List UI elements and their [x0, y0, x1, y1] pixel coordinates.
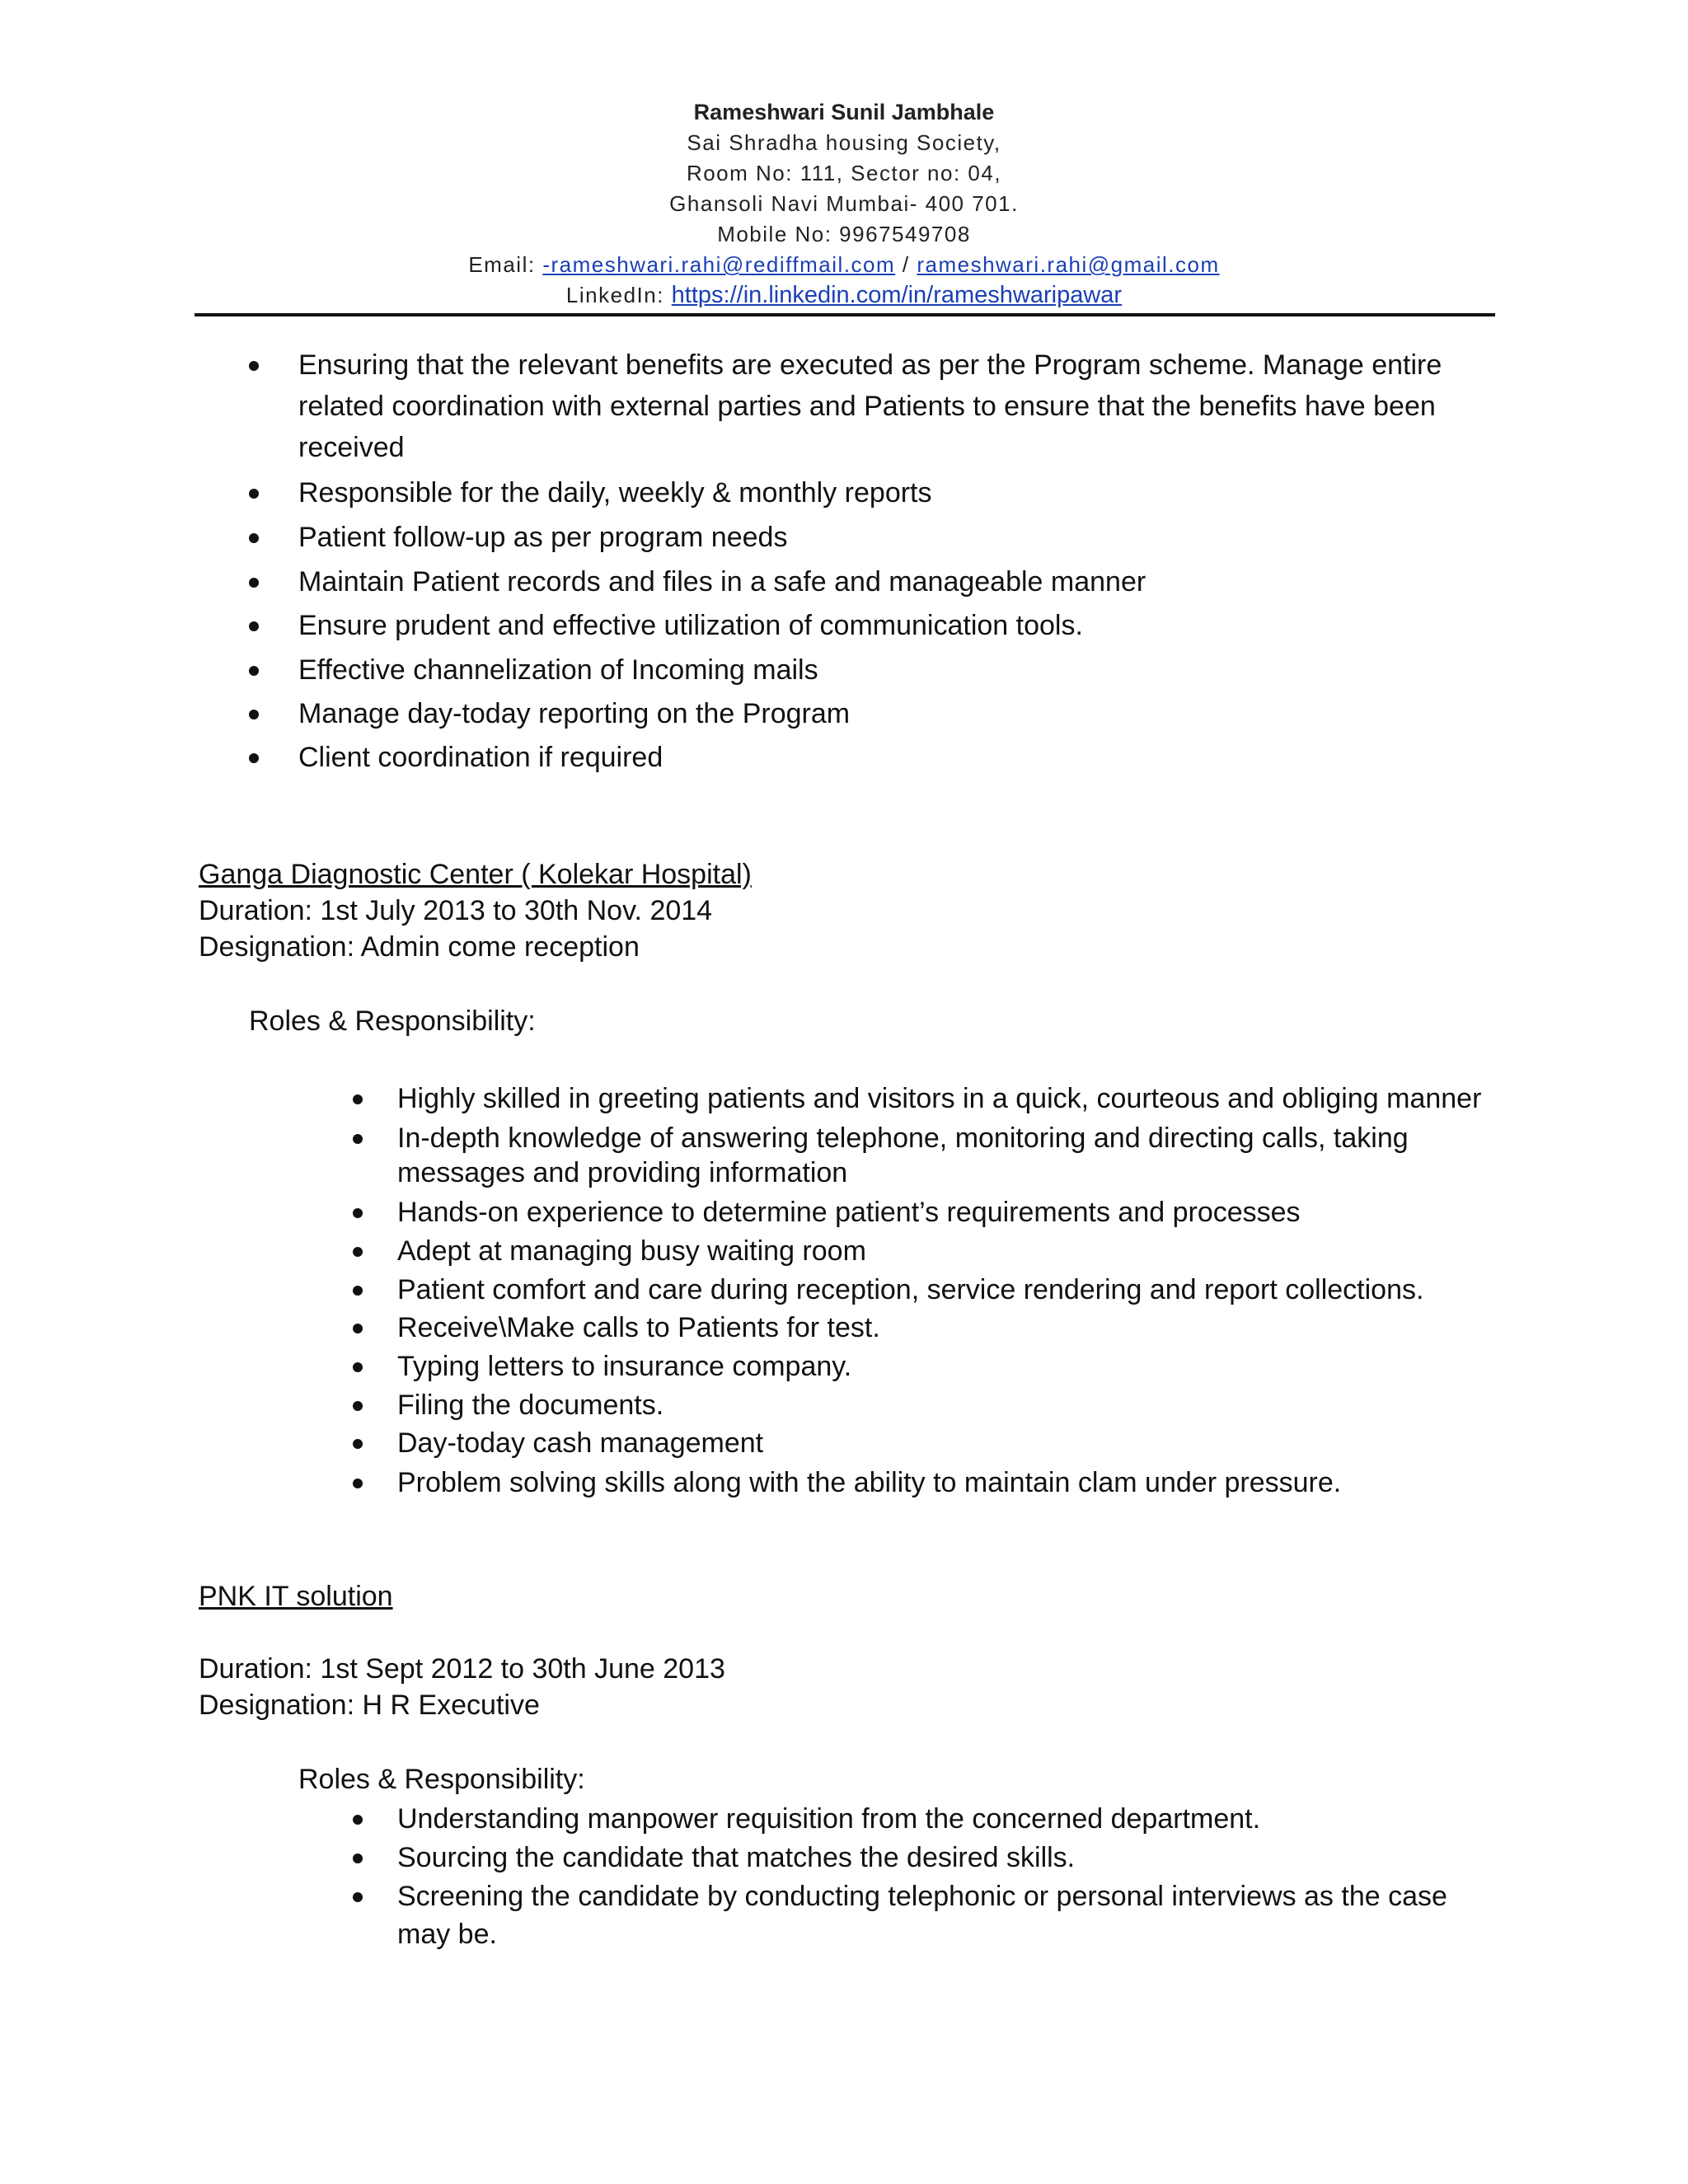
pnk-company-name: PNK IT solution [199, 1581, 393, 1612]
bullet-dot [249, 361, 259, 371]
bullet-dot [353, 1324, 363, 1333]
bullet-dot [249, 621, 259, 631]
bullet-dot [353, 1815, 363, 1825]
bullet-dot [353, 1439, 363, 1449]
first-bullet-4: Maintain Patient records and files in a safe and manageable manner [298, 566, 1146, 598]
ganga-designation: Designation: Admin come reception [199, 931, 640, 963]
ganga-bullet-9: Day-today cash management [397, 1427, 764, 1459]
pnk-bullet-1: Understanding manpower requisition from the concerned department. [397, 1803, 1261, 1835]
email-line [0, 250, 1688, 280]
bullet-dot [249, 533, 259, 543]
bullet-dot [353, 1247, 363, 1257]
pnk-bullet-3: Screening the candidate by conducting telephonic or personal interviews as the case [397, 1881, 1447, 1912]
first-bullet-2: Responsible for the daily, weekly & monthly reports [298, 477, 932, 509]
linkedin-line [0, 280, 1688, 311]
bullet-dot [353, 1286, 363, 1296]
mobile-number: Mobile No: 9967549708 [717, 222, 971, 246]
bullet-dot [353, 1094, 363, 1104]
first-bullet-8: Client coordination if required [298, 742, 663, 773]
bullet-dot [353, 1401, 363, 1411]
ganga-company-name: Ganga Diagnostic Center ( Kolekar Hospital) [199, 859, 752, 890]
email-link-gmail[interactable]: rameshwari.rahi@gmail.com [917, 252, 1220, 277]
contact-header [0, 97, 1688, 311]
bullet-dot [249, 489, 259, 499]
ganga-bullet-10: Problem solving skills along with the ability to maintain clam under pressure. [397, 1467, 1342, 1498]
ganga-bullet-5: Patient comfort and care during reception, service rendering and report collections. [397, 1274, 1424, 1305]
bullet-dot [353, 1134, 363, 1144]
ganga-bullet-6: Receive\Make calls to Patients for test. [397, 1312, 880, 1343]
ganga-bullet-2-continued: messages and providing information [397, 1157, 848, 1188]
ganga-bullet-4: Adept at managing busy waiting room [397, 1235, 866, 1267]
candidate-name: Rameshwari Sunil Jambhale [693, 100, 995, 124]
bullet-dot [249, 578, 259, 588]
email-separator: / [895, 252, 917, 277]
bullet-dot [353, 1362, 363, 1372]
ganga-roles-heading: Roles & Responsibility: [249, 1005, 536, 1037]
bullet-dot [353, 1854, 363, 1863]
linkedin-link[interactable]: https://in.linkedin.com/in/rameshwaripawar [671, 282, 1123, 308]
first-bullet-6: Effective channelization of Incoming mails [298, 654, 818, 686]
pnk-roles-heading: Roles & Responsibility: [298, 1764, 585, 1795]
address-line-1: Sai Shradha housing Society, [687, 130, 1001, 155]
email-label: Email: [468, 252, 543, 277]
ganga-bullet-3: Hands-on experience to determine patient’s requirements and processes [397, 1197, 1301, 1228]
pnk-duration: Duration: 1st Sept 2012 to 30th June 2013 [199, 1653, 725, 1685]
ganga-bullet-7: Typing letters to insurance company. [397, 1351, 852, 1382]
pnk-bullet-3-continued: may be. [397, 1919, 497, 1950]
bullet-dot [249, 710, 259, 719]
email-link-rediffmail[interactable]: -rameshwari.rahi@rediffmail.com [542, 252, 896, 277]
first-bullet-1: Ensuring that the relevant benefits are executed as per the Program scheme. Manage entire [298, 349, 1442, 381]
bullet-dot [249, 753, 259, 763]
ganga-bullet-2: In-depth knowledge of answering telephone, monitoring and directing calls, taking [397, 1122, 1409, 1154]
header-divider [195, 313, 1495, 316]
address-line-3: Ghansoli Navi Mumbai- 400 701. [669, 191, 1019, 216]
first-bullet-1-continued: related coordination with external parties and Patients to ensure that the benefits have been [298, 391, 1436, 422]
bullet-dot [249, 666, 259, 676]
pnk-bullet-2: Sourcing the candidate that matches the desired skills. [397, 1842, 1076, 1873]
ganga-bullet-1: Highly skilled in greeting patients and visitors in a quick, courteous and obliging manner [397, 1083, 1482, 1114]
first-bullet-7: Manage day-today reporting on the Program [298, 698, 851, 729]
first-bullet-1-continued-2: received [298, 432, 405, 463]
first-bullet-5: Ensure prudent and effective utilization of communication tools. [298, 610, 1083, 641]
ganga-bullet-8: Filing the documents. [397, 1390, 664, 1421]
pnk-designation: Designation: H R Executive [199, 1690, 540, 1721]
linkedin-label: LinkedIn: [565, 283, 672, 307]
bullet-dot [353, 1892, 363, 1902]
bullet-dot [353, 1479, 363, 1488]
first-bullet-3: Patient follow-up as per program needs [298, 522, 788, 553]
ganga-duration: Duration: 1st July 2013 to 30th Nov. 2014 [199, 895, 713, 926]
bullet-dot [353, 1208, 363, 1218]
address-line-2: Room No: 111, Sector no: 04, [686, 161, 1002, 185]
